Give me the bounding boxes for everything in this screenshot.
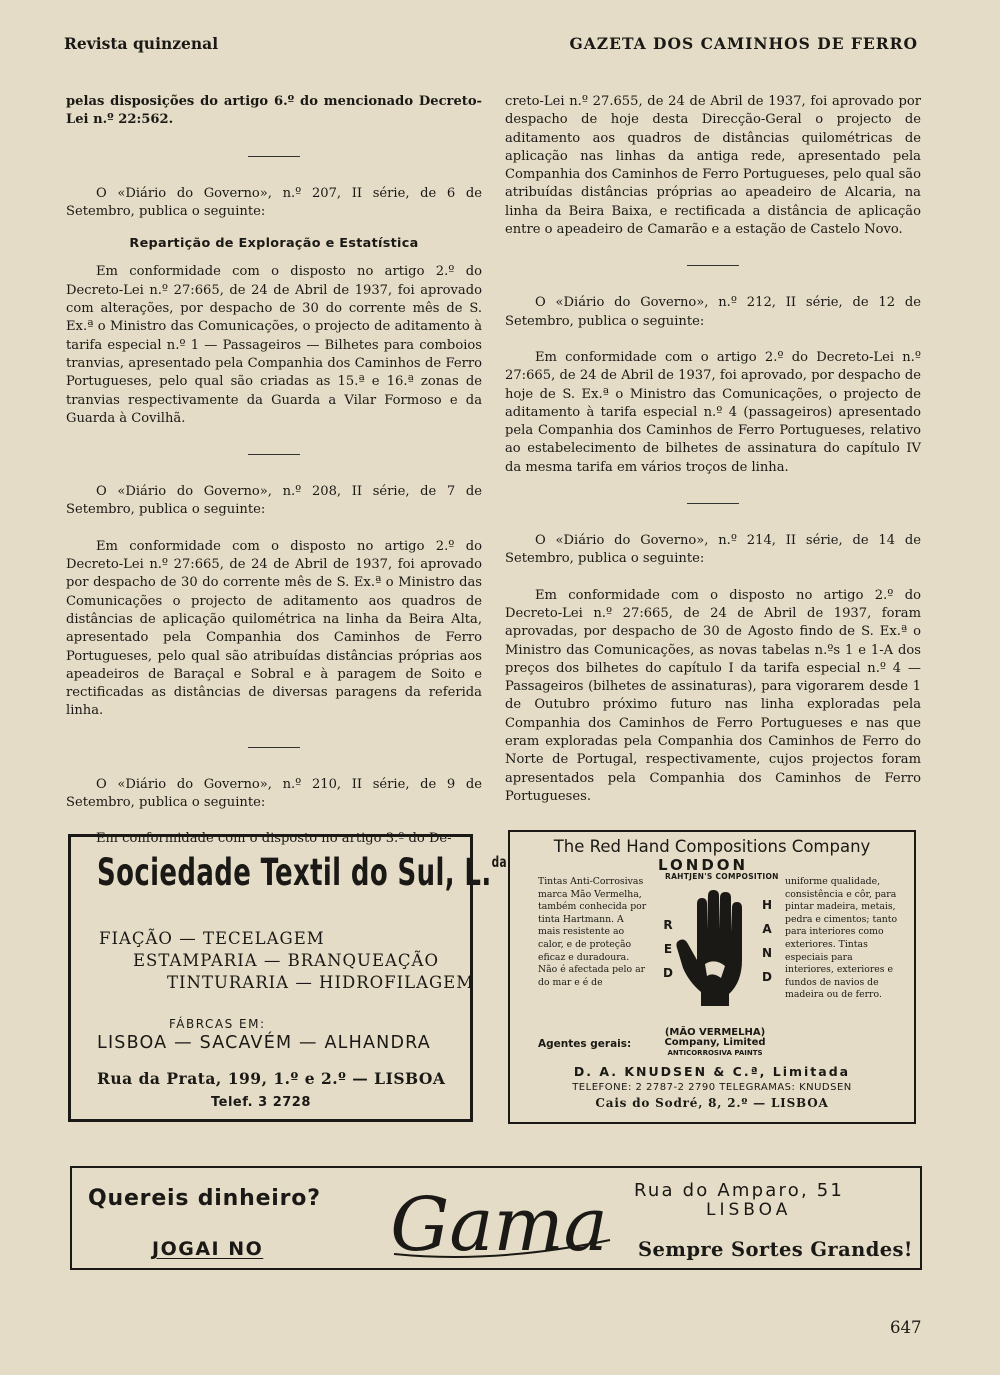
paragraph: O «Diário do Governo», n.º 208, II série, de 7 de Setembro, publica o seguinte: <box>66 484 482 518</box>
paragraph: Em conformidade com o disposto no artigo 2.º do Decreto-Lei n.º 27:665, de 24 de Abril de 1937, foram aprovadas, por despacho de 30 de Agosto findo de S. Ex.ª o Ministro das Comunicações, as novas tabelas n.ºs 1 e 1-A dos preços dos bilhetes do capítulo I da tarifa especial n.º 4 — Passageiros (bilhetes de assinaturas), para vigorarem desde 1 de Outubro próximo futuro nas linha exploradas pela Companhia dos Caminhos de Ferro Portugueses e nas que eram exploradas pela Companhia dos Caminhos de Ferro do Norte de Portugal, respectivamente, cujos projectos foram apresentados pela Companhia dos Caminhos de Ferro Portugueses. <box>505 587 921 804</box>
ad-cities: LISBOA — SACAVÉM — ALHANDRA <box>97 1033 431 1053</box>
red-hand-icon <box>675 890 755 1008</box>
ad-text-left: Tintas Anti-Corrosivas marca Mão Vermelha, também conhecida por tinta Hartmann. A mais resistente ao calor, e de proteção eficaz e duradoura. Não é afectada pelo ar do mar e é de <box>538 876 647 988</box>
paragraph: O «Diário do Governo», n.º 210, II série, de 9 de Setembro, publica o seguinte: <box>66 776 482 811</box>
ad-line: TINTURARIA — HIDROFILAGEM <box>167 973 475 992</box>
separator-rule <box>248 156 300 157</box>
paragraph: Em conformidade com o disposto no artigo 2.º do Decreto-Lei n.º 27:665, de 24 de Abril de 1937, foi aprovado com alterações, por despacho de 30 do corrente mês de S. Ex.ª o Ministro das Comunicações, o projecto de aditamento à tarifa especial n.º 1 — Passageiros — Bilhetes para comboios tranvias, apresentado pela Companhia dos Caminhos de Ferro Portugueses, pelo qual são criadas as 15.ª e 16.ª zonas de tranvias respectivamente da Guarda a Vilar Formoso e da Guarda à Covilhã. <box>66 264 482 426</box>
paragraph: Em conformidade com o artigo 2.º do Decreto-Lei n.º 27:665, de 24 de Abril de 1937, foi aprovado, por despacho de hoje de S. Ex.ª o Ministro das Comunicações, o projecto de aditamento à tarifa especial n.º 4 (passageiros) apresentado pela Companhia dos Caminhos de Ferro Portugueses, relativo ao estabelecimento de bilhetes de assinatura do capítulo IV da mesma tarifa em vários troços de linha. <box>505 349 921 475</box>
ad-address-street: Rua do Amparo, 51 <box>634 1180 845 1201</box>
ad-agentes: Agentes gerais: <box>538 1038 632 1050</box>
separator-rule <box>687 503 739 504</box>
ad-phone: Telef. 3 2728 <box>211 1095 311 1110</box>
ad-factories-label: FÁBRCAS EM: <box>169 1017 266 1031</box>
ad-red-hand <box>508 830 916 1124</box>
ad-address: Rua da Prata, 199, 1.º e 2.º — LISBOA <box>97 1069 446 1088</box>
header-right: GAZETA DOS CAMINHOS DE FERRO <box>569 34 918 53</box>
page-number: 647 <box>890 1318 922 1337</box>
separator-rule <box>687 265 739 266</box>
ad-address-city: LISBOA <box>706 1200 792 1220</box>
left-column <box>66 93 482 849</box>
ad-title: Sociedade Textil do Sul, L.$^{da}$ <box>97 851 508 894</box>
gama-logo <box>374 1168 624 1268</box>
ad-hand-vertical: HAND <box>760 898 774 994</box>
paragraph: O «Diário do Governo», n.º 207, II série, de 6 de Setembro, publica o seguinte: <box>66 185 482 219</box>
ad-red-vertical: RED <box>661 918 675 990</box>
ad-knudsen: D. A. KNUDSEN & C.ª, Limitada <box>573 1064 851 1079</box>
ad-text-right: uniforme qualidade, consistência e côr, para pintar madeira, metais, pedra e cimentos; tanto para interiores como exteriores. Tintas especiais para interiores, exteriores e fundos de navios de madeira ou de ferro. <box>785 876 898 1001</box>
header-left: Revista quinzenal <box>64 34 219 53</box>
paragraph: Em conformidade com o disposto no artigo 3.º do De- <box>96 831 452 847</box>
svg-text:Gama: Gama <box>390 1182 608 1268</box>
ad-sociedade-textil <box>68 834 508 1122</box>
separator-rule <box>248 747 300 748</box>
paragraph: O «Diário do Governo», n.º 212, II série, de 12 de Setembro, publica o seguinte: <box>505 295 921 329</box>
ad-gama <box>70 1166 922 1270</box>
paragraph: creto-Lei n.º 27.655, de 24 de Abril de 1937, foi aprovado por despacho de hoje desta Direcção-Geral o projecto de aditamento aos quadros de distâncias quilométricas de aplicação nas linhas da antiga rede, apresentado pela Companhia dos Caminhos de Ferro Portugueses, pelo qual são atribuídas distâncias próprias ao apeadeiro de Alcaria, na linha da Beira Baixa, e rectificada a distância de aplicação entre o apeadeiro de Camarão e a estação de Castelo Novo. <box>505 94 921 238</box>
paragraph: pelas disposições do artigo 6.º do mencionado Decreto-Lei n.º 22:562. <box>66 94 482 128</box>
ad-mao-vermelha: (MÃO VERMELHA) Company, Limited ANTICORROSIVA PAINTS <box>664 1027 766 1057</box>
ad-jogai: JOGAI NO <box>152 1238 264 1260</box>
ad-question: Quereis dinheiro? <box>88 1186 321 1211</box>
separator-rule <box>248 454 300 455</box>
right-column <box>505 93 921 806</box>
ad-title: The Red Hand Compositions Company <box>553 837 871 856</box>
ad-phone: TELEFONE: 2 2787-2 2790 TELEGRAMAS: KNUDSEN <box>572 1082 852 1093</box>
ad-line: FIAÇÃO — TECELAGEM <box>99 929 325 948</box>
ad-line: ESTAMPARIA — BRANQUEAÇÃO <box>133 951 439 970</box>
section-title: Repartição de Exploração e Estatística <box>129 236 419 252</box>
ad-address: Cais do Sodré, 8, 2.º — LISBOA <box>595 1096 829 1110</box>
paragraph: Em conformidade com o disposto no artigo 2.º do Decreto-Lei n.º 27:665, de 24 de Abril de 1937, foi aprovado por despacho de 30 do corrente mês de S. Ex.ª o Ministro das Comunicações o projecto de aditamento aos quadros de distâncias de aplicação quilométrica na linha da Beira Alta, apresentado pela Companhia dos Caminhos de Ferro Portugueses, pelo qual são atribuídas distâncias próprias aos apeadeiros de Baraçal e Sobral e à paragem de Soito e rectificadas as distâncias de diversas paragens da referida linha. <box>66 538 482 719</box>
ad-rahtjen: RAHTJEN'S COMPOSITION <box>665 872 779 881</box>
paragraph: O «Diário do Governo», n.º 214, II série, de 14 de Setembro, publica o seguinte: <box>505 533 921 567</box>
ad-london: LONDON <box>658 856 749 874</box>
ad-slogan: Sempre Sortes Grandes! <box>638 1238 913 1261</box>
